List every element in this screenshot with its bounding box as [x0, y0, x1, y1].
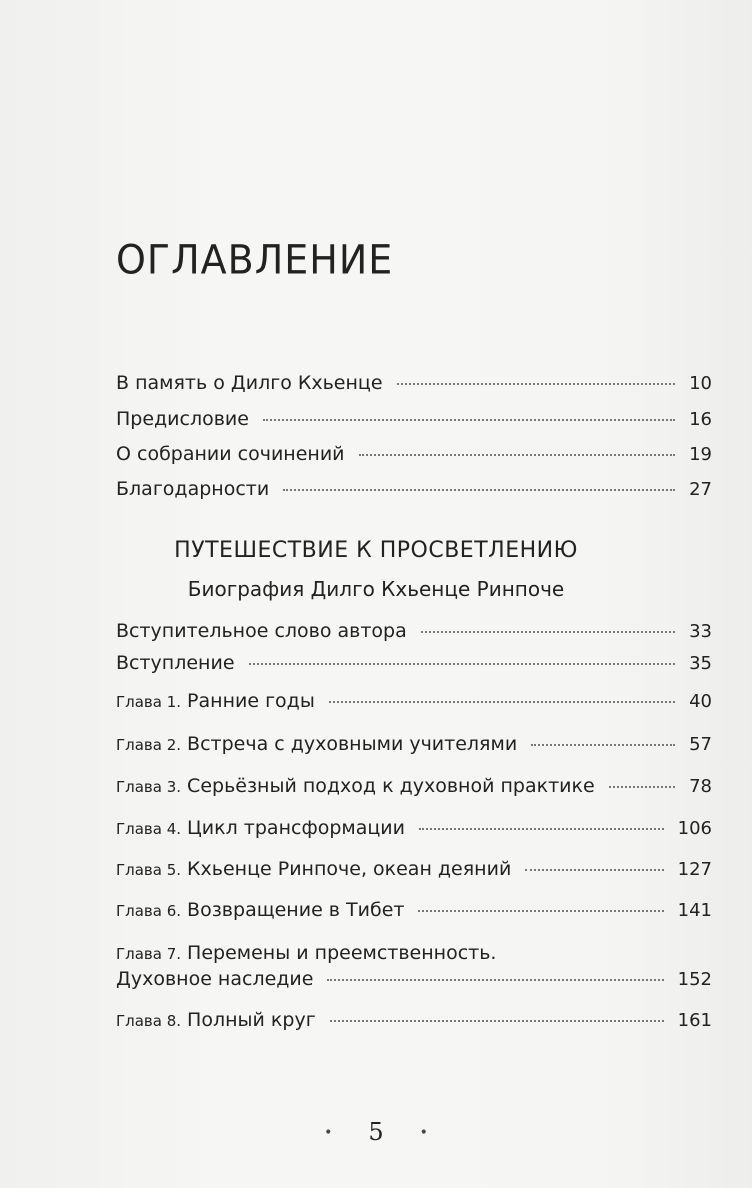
toc-chapter [116, 690, 712, 712]
toc-entry-label: Благодарности [116, 478, 270, 500]
chapter-title: Перемены и преемственность. [187, 942, 497, 964]
chapter-page: 106 [677, 818, 712, 839]
chapter-page: 152 [677, 969, 712, 990]
toc-entry-page: 19 [689, 444, 712, 465]
toc-entry-label: Вступление [116, 652, 235, 674]
dot-leader [419, 828, 664, 830]
dot-leader [283, 489, 675, 491]
chapter-page: 78 [689, 776, 712, 797]
toc-entry-page: 10 [689, 373, 712, 394]
chapter-prefix: Глава 8. [116, 1012, 182, 1030]
dot-leader [330, 1020, 664, 1022]
dot-leader [421, 631, 675, 633]
chapter-title: Возвращение в Тибет [187, 899, 405, 921]
section-subtitle: Биография Дилго Кхьенце Ринпоче [187, 577, 565, 601]
dot-leader [418, 910, 663, 912]
chapter-prefix: Глава 1. [116, 693, 182, 711]
chapter-page: 57 [689, 734, 712, 755]
toc-entry-page: 27 [689, 479, 712, 500]
dot-leader [327, 979, 663, 981]
toc-chapter [116, 858, 712, 880]
chapter-prefix: Глава 7. [116, 945, 182, 963]
dot-leader [525, 869, 663, 871]
toc-chapter [116, 1009, 712, 1031]
dot-leader [397, 383, 676, 385]
chapter-title: Ранние годы [187, 690, 315, 712]
toc-entry-page: 16 [689, 409, 712, 430]
chapter-title: Полный круг [187, 1009, 316, 1031]
chapter-title: Цикл трансформации [187, 817, 405, 839]
toc-entry [116, 372, 712, 394]
toc-heading: ОГЛАВЛЕНИЕ [116, 236, 394, 284]
toc-entry [116, 443, 712, 465]
dot-leader [249, 663, 676, 665]
dot-leader [359, 454, 676, 456]
chapter-title: Серьёзный подход к духовной практике [187, 775, 595, 797]
toc-entry [116, 620, 712, 642]
toc-chapter-line2 [116, 968, 712, 990]
chapter-prefix: Глава 4. [116, 820, 182, 838]
footer-ornament-left: • [324, 1125, 333, 1141]
chapter-page: 127 [677, 859, 712, 880]
chapter-title-continued: Духовное наследие [116, 968, 314, 990]
toc-entry [116, 652, 712, 674]
chapter-title: Кхьенце Ринпоче, океан деяний [187, 858, 512, 880]
toc-entry-page: 35 [689, 653, 712, 674]
toc-entry-label: Вступительное слово автора [116, 620, 407, 642]
chapter-page: 161 [677, 1010, 712, 1031]
dot-leader [609, 786, 675, 788]
toc-chapter [116, 899, 712, 921]
chapter-page: 40 [689, 691, 712, 712]
chapter-title: Встреча с духовными учителями [187, 733, 518, 755]
page-number: 5 [368, 1118, 384, 1146]
toc-entry-label: О собрании сочинений [116, 443, 345, 465]
dot-leader [263, 419, 675, 421]
toc-entry [116, 408, 712, 430]
toc-chapter [116, 775, 712, 797]
chapter-prefix: Глава 3. [116, 778, 182, 796]
chapter-page: 141 [677, 900, 712, 921]
chapter-prefix: Глава 5. [116, 861, 182, 879]
chapter-prefix: Глава 2. [116, 736, 182, 754]
toc-entry-label: Предисловие [116, 408, 249, 430]
toc-entry-page: 33 [689, 621, 712, 642]
toc-entry [116, 478, 712, 500]
page-footer [0, 1118, 752, 1146]
footer-ornament-right: • [419, 1125, 428, 1141]
toc-chapter [116, 817, 712, 839]
toc-chapter [116, 733, 712, 755]
dot-leader [531, 744, 675, 746]
chapter-prefix: Глава 6. [116, 902, 182, 920]
toc-entry-label: В память о Дилго Кхьенце [116, 372, 383, 394]
dot-leader [329, 701, 675, 703]
toc-chapter-line1 [116, 942, 496, 964]
section-title: ПУТЕШЕСТВИЕ К ПРОСВЕТЛЕНИЮ [174, 538, 578, 563]
